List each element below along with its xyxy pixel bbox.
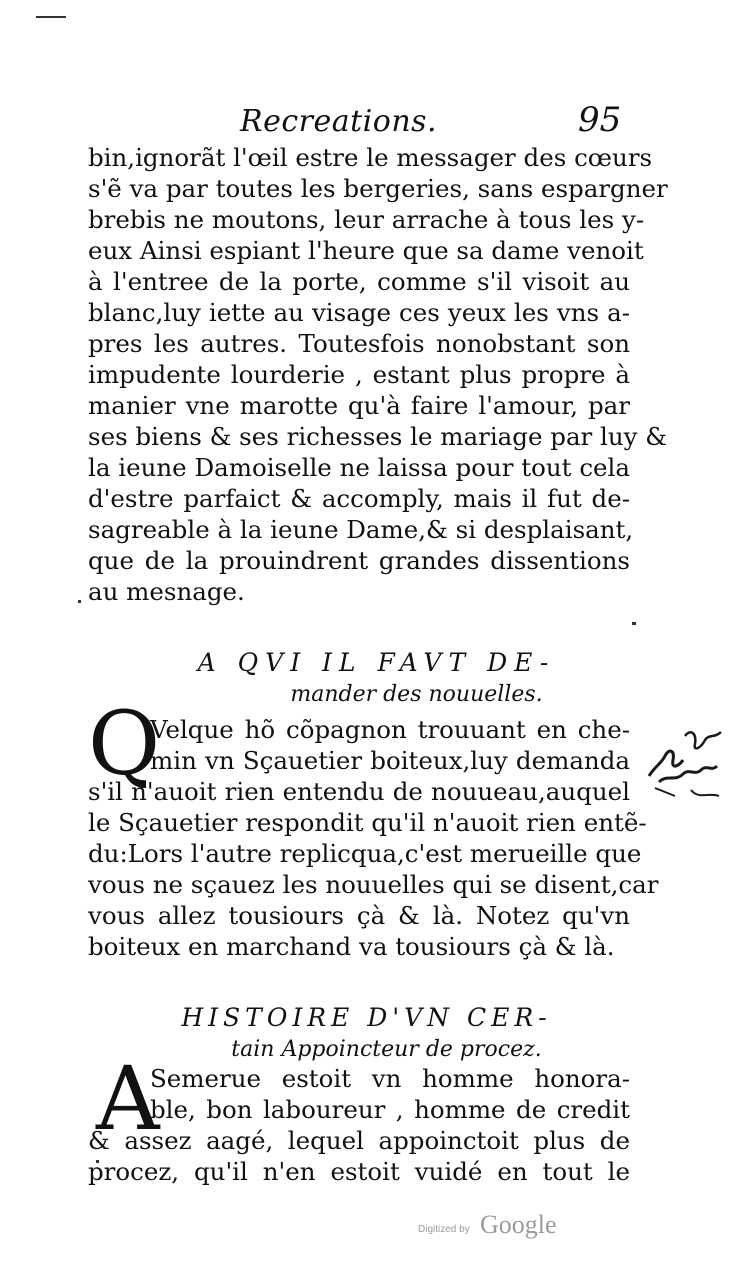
text-line: s'ẽ va par toutes les bergeries, sans espargner — [88, 174, 668, 203]
handwritten-marginal-note — [645, 716, 733, 806]
text-line: procez, qu'il n'en estoit vuidé en tout le — [88, 1157, 630, 1186]
digitization-watermark — [418, 1210, 578, 1250]
ink-speck — [78, 600, 81, 603]
section-paragraph — [88, 1063, 630, 1187]
text-line: eux Ainsi espiant l'heure que sa dame venoit — [88, 236, 644, 265]
text-line: bin,ignorãt l'œil estre le messager des cœurs — [88, 143, 653, 172]
text-line: Velque hõ cõpagnon trouuant en che- — [150, 715, 630, 744]
text-line: vous allez tousiours çà & là. Notez qu'vn — [88, 901, 630, 930]
watermark-logo-text: Google — [480, 1210, 557, 1239]
section-heading: A QVI IL FAVT DE- — [197, 648, 556, 677]
text-line: blanc,luy iette au visage ces yeux les vns a- — [88, 298, 630, 327]
drop-capital: Q — [88, 692, 161, 795]
watermark-small-text: Digitized by — [418, 1224, 470, 1235]
section-subheading: tain Appoincteur de procez. — [231, 1037, 542, 1062]
paragraph-continuation — [88, 142, 668, 607]
text-line: ble, bon laboureur , homme de credit — [150, 1095, 630, 1124]
text-line: d'estre parfaict & accomply, mais il fut de- — [88, 484, 630, 513]
text-line: sagreable à la ieune Dame,& si desplaisant, — [88, 515, 634, 544]
text-line: vous ne sçauez les nouuelles qui se disent,car — [88, 870, 659, 899]
section-heading: HISTOIRE D'VN CER- — [181, 1003, 552, 1032]
text-line: min vn Sçauetier boiteux,luy demanda — [150, 746, 630, 775]
text-line: que de la prouindrent grandes dissentions — [88, 546, 630, 575]
section-paragraph — [88, 714, 659, 962]
text-line: pres les autres. Toutesfois nonobstant son — [88, 329, 630, 358]
text-line: du:Lors l'autre replicqua,c'est merueille que — [88, 839, 642, 868]
text-line: le Sçauetier respondit qu'il n'auoit rien entẽ- — [88, 808, 647, 837]
ink-speck — [632, 622, 636, 625]
page-number: 95 — [578, 100, 622, 140]
text-line: ses biens & ses richesses le mariage par luy & — [88, 422, 668, 451]
print-mark — [36, 16, 66, 18]
text-line: s'il n'auoit rien entendu de nouueau,auquel — [88, 777, 630, 806]
running-title: Recreations. — [240, 104, 438, 139]
text-line: la ieune Damoiselle ne laissa pour tout cela — [88, 453, 630, 482]
text-line: & assez aagé, lequel appoinctoit plus de — [88, 1126, 630, 1155]
text-line: Semerue estoit vn homme honora- — [150, 1064, 630, 1093]
text-line: à l'entree de la porte, comme s'il visoit au — [88, 267, 630, 296]
text-line: impudente lourderie , estant plus propre à — [88, 360, 630, 389]
text-line: brebis ne moutons, leur arrache à tous les y- — [88, 205, 645, 234]
text-line: boiteux en marchand va tousiours çà & là. — [88, 932, 615, 961]
drop-capital: A — [96, 1047, 160, 1150]
text-line: au mesnage. — [88, 577, 245, 606]
text-line: manier vne marotte qu'à faire l'amour, par — [88, 391, 630, 420]
running-header — [0, 100, 733, 140]
section-subheading: mander des nouuelles. — [290, 682, 543, 707]
